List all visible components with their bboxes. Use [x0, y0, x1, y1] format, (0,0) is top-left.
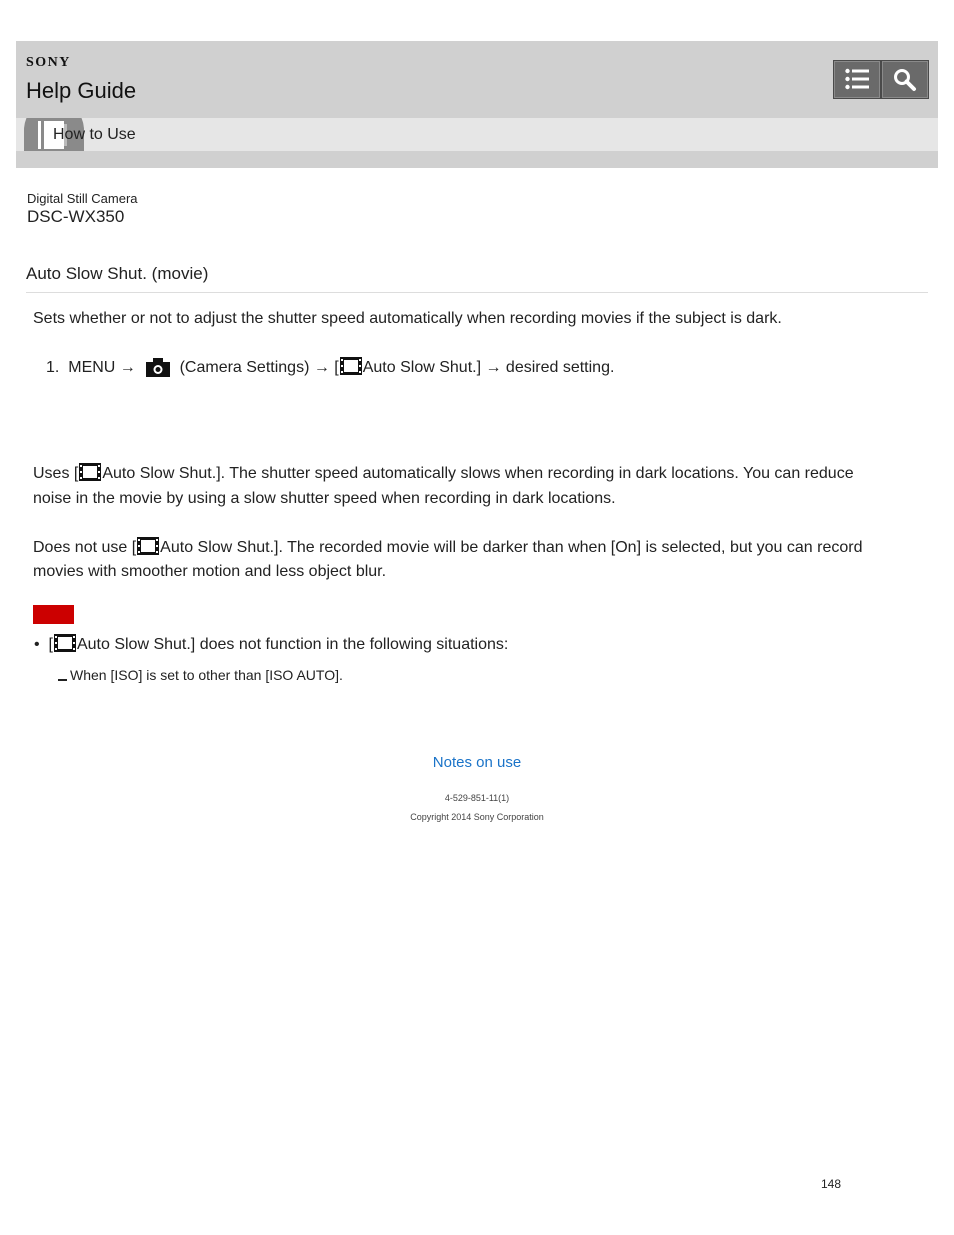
divider — [26, 292, 928, 293]
option-on-pre: Uses [ — [33, 465, 79, 482]
header — [16, 41, 938, 168]
notes-on-use-link[interactable] — [0, 754, 954, 771]
movie-icon — [339, 356, 363, 376]
intro-text: Sets whether or not to adjust the shutter speed automatically when recording movies if the subject is dark. — [33, 310, 782, 327]
note-sub-text: When [ISO] is set to other than [ISO AUTO]. — [70, 667, 343, 683]
step-camera-settings: (Camera Settings) → [ — [179, 359, 339, 376]
step-rest: Auto Slow Shut.] → desired setting. — [362, 359, 615, 376]
search-icon — [893, 68, 917, 92]
list-icon — [845, 68, 869, 90]
note-pre: [ — [48, 636, 53, 653]
note-sub-item — [58, 667, 343, 683]
page-title: Auto Slow Shut. (movie) — [26, 264, 209, 283]
bullet-dot: • — [34, 636, 49, 653]
notes-on-use-label[interactable]: Notes on use — [432, 754, 522, 771]
search-button[interactable] — [881, 60, 929, 99]
page-number: 148 — [821, 1177, 842, 1191]
camera-icon — [145, 356, 171, 378]
subnav-bar[interactable] — [16, 118, 938, 151]
brand-logo: SONY — [26, 55, 71, 70]
option-off-post: Auto Slow Shut.]. The recorded movie will be darker than when [On] is selected, but you can record — [160, 539, 863, 556]
option-off-line-2: movies with smoother motion and less object blur. — [33, 563, 387, 580]
subnav-how-to-use[interactable]: How to Use — [53, 126, 136, 143]
option-off-line-1 — [33, 536, 862, 561]
step-1 — [46, 356, 614, 381]
product-type: Digital Still Camera — [27, 191, 138, 206]
note-post: Auto Slow Shut.] does not function in the following situations: — [76, 636, 509, 653]
guide-title: Help Guide — [26, 78, 137, 103]
movie-icon — [53, 633, 77, 653]
option-on-line-1 — [33, 462, 854, 487]
doc-code: 4-529-851-11(1) — [444, 793, 510, 803]
note-bullet — [34, 633, 508, 658]
option-on-post: Auto Slow Shut.]. The shutter speed automatically slows when recording in dark locations. You can reduce — [102, 465, 854, 482]
contents-button[interactable] — [833, 60, 881, 99]
product-model: DSC-WX350 — [27, 207, 125, 226]
note-tag — [33, 605, 74, 624]
movie-icon — [78, 462, 102, 482]
copyright: Copyright 2014 Sony Corporation — [410, 812, 544, 822]
movie-icon — [136, 536, 160, 556]
option-off-pre: Does not use [ — [33, 539, 137, 556]
dash-mark — [58, 679, 67, 681]
option-on-line-2: noise in the movie by using a slow shutter speed when recording in dark locations. — [33, 490, 616, 507]
step-menu: MENU → — [68, 359, 136, 376]
step-number: 1. — [46, 359, 60, 376]
